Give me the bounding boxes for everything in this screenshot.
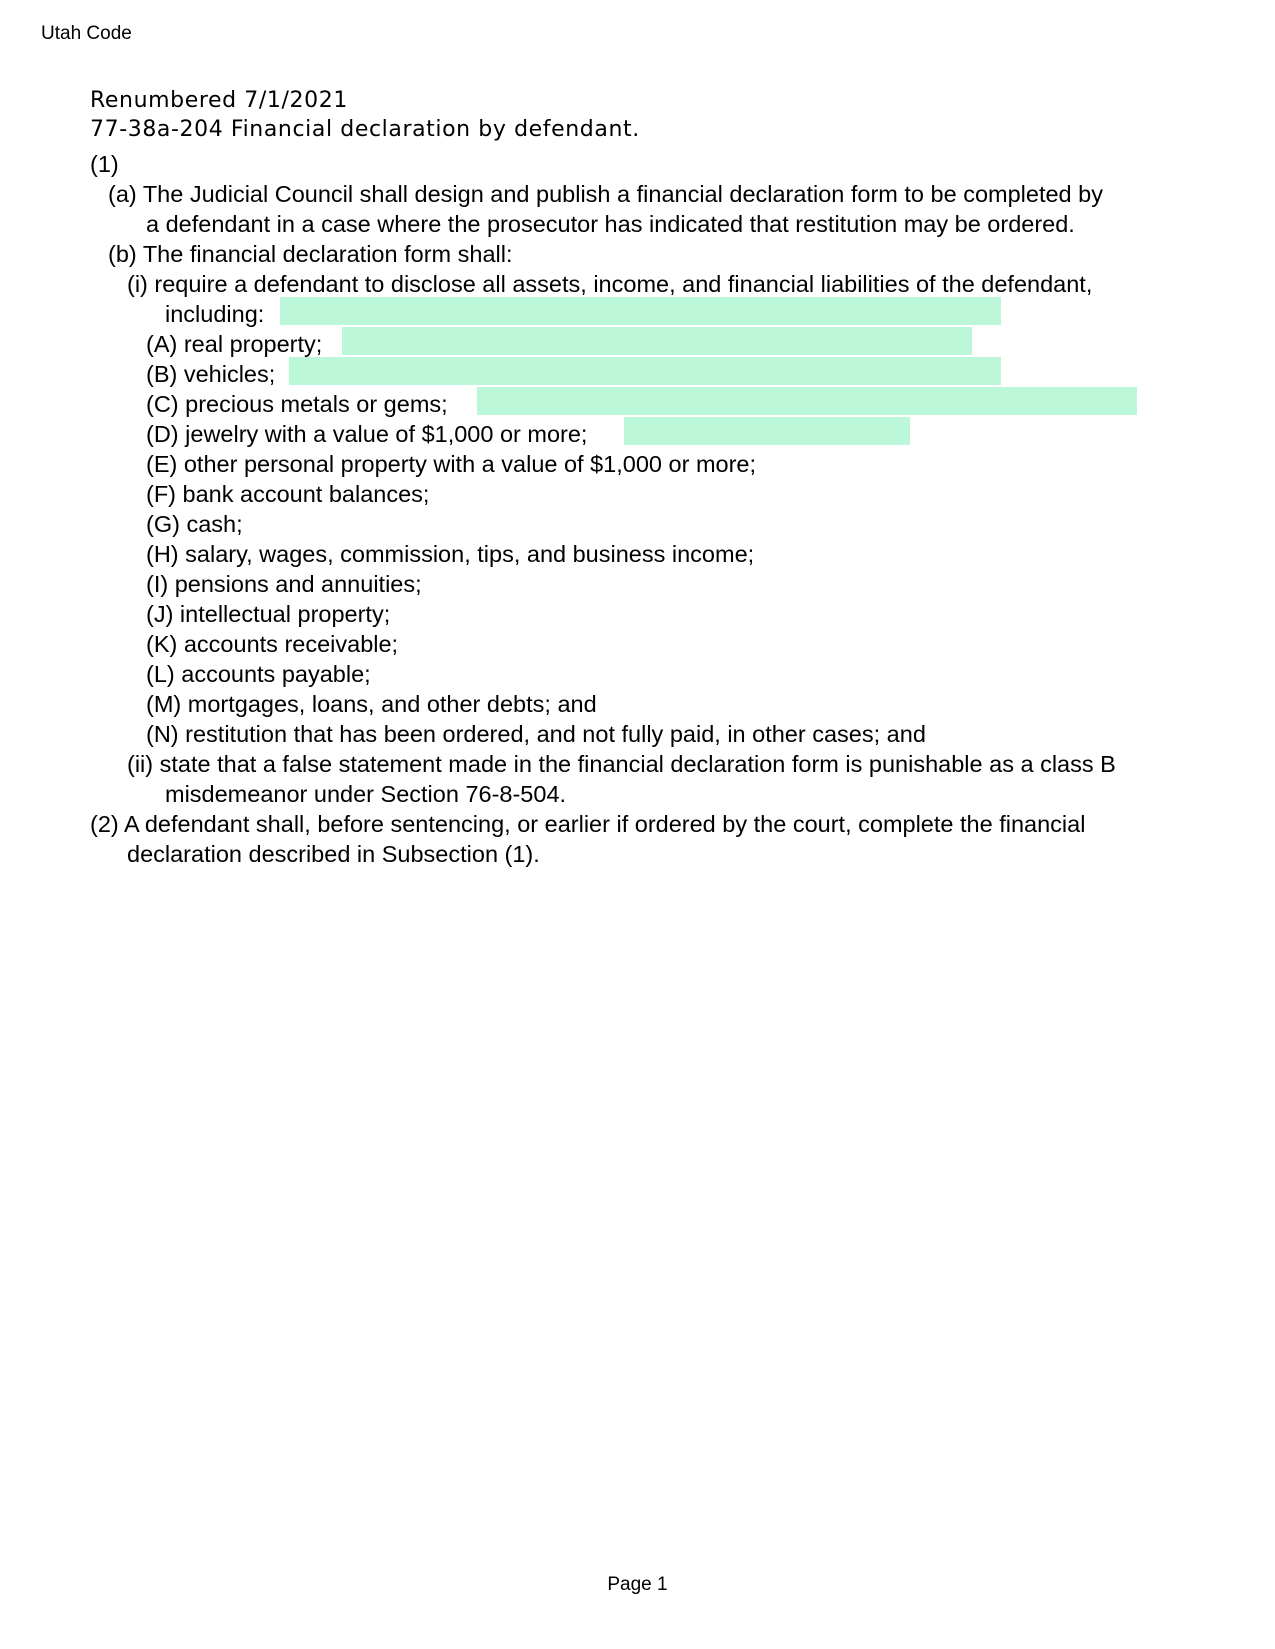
highlight-bar [289,357,1001,385]
highlight-bar [624,417,910,445]
subsection-1-label: (1) [90,151,119,177]
subsection-2-line: declaration described in Subsection (1). [127,841,540,867]
paragraph-b-line: (b) The financial declaration form shall: [108,241,513,267]
list-item: (L) accounts payable; [146,661,371,687]
list-item: (B) vehicles; [146,361,276,387]
highlight-bar [280,297,1001,325]
list-item: (D) jewelry with a value of $1,000 or more; [146,421,588,447]
list-item: (A) real property; [146,331,323,357]
list-item: (M) mortgages, loans, and other debts; and [146,691,597,717]
list-item: (N) restitution that has been ordered, and not fully paid, in other cases; and [146,721,926,747]
paragraph-a-line: a defendant in a case where the prosecutor has indicated that restitution may be ordered. [146,211,1075,237]
section-status: Renumbered 7/1/2021 [90,88,348,113]
section-title: 77-38a-204 Financial declaration by defendant. [90,117,640,142]
item-ii-line: (ii) state that a false statement made in the financial declaration form is punishable as a class B [127,751,1116,777]
paragraph-a-line: (a) The Judicial Council shall design and publish a financial declaration form to be completed by [108,181,1103,207]
list-item: (E) other personal property with a value of $1,000 or more; [146,451,757,477]
list-item: (C) precious metals or gems; [146,391,448,417]
list-item: (K) accounts receivable; [146,631,399,657]
subsection-2-line: (2) A defendant shall, before sentencing, or earlier if ordered by the court, complete the financial [90,811,1086,837]
highlight-bar [477,387,1137,415]
item-i-line: including: [165,301,265,327]
highlight-bar [342,327,972,355]
page-number: Page 1 [607,1574,668,1595]
list-item: (H) salary, wages, commission, tips, and business income; [146,541,755,567]
item-ii-line: misdemeanor under Section 76-8-504. [165,781,567,807]
document-header: Utah Code [41,23,132,44]
item-i-line: (i) require a defendant to disclose all assets, income, and financial liabilities of the defendant, [127,271,1093,297]
list-item: (G) cash; [146,511,243,537]
list-item: (F) bank account balances; [146,481,430,507]
list-item: (J) intellectual property; [146,601,391,627]
list-item: (I) pensions and annuities; [146,571,422,597]
